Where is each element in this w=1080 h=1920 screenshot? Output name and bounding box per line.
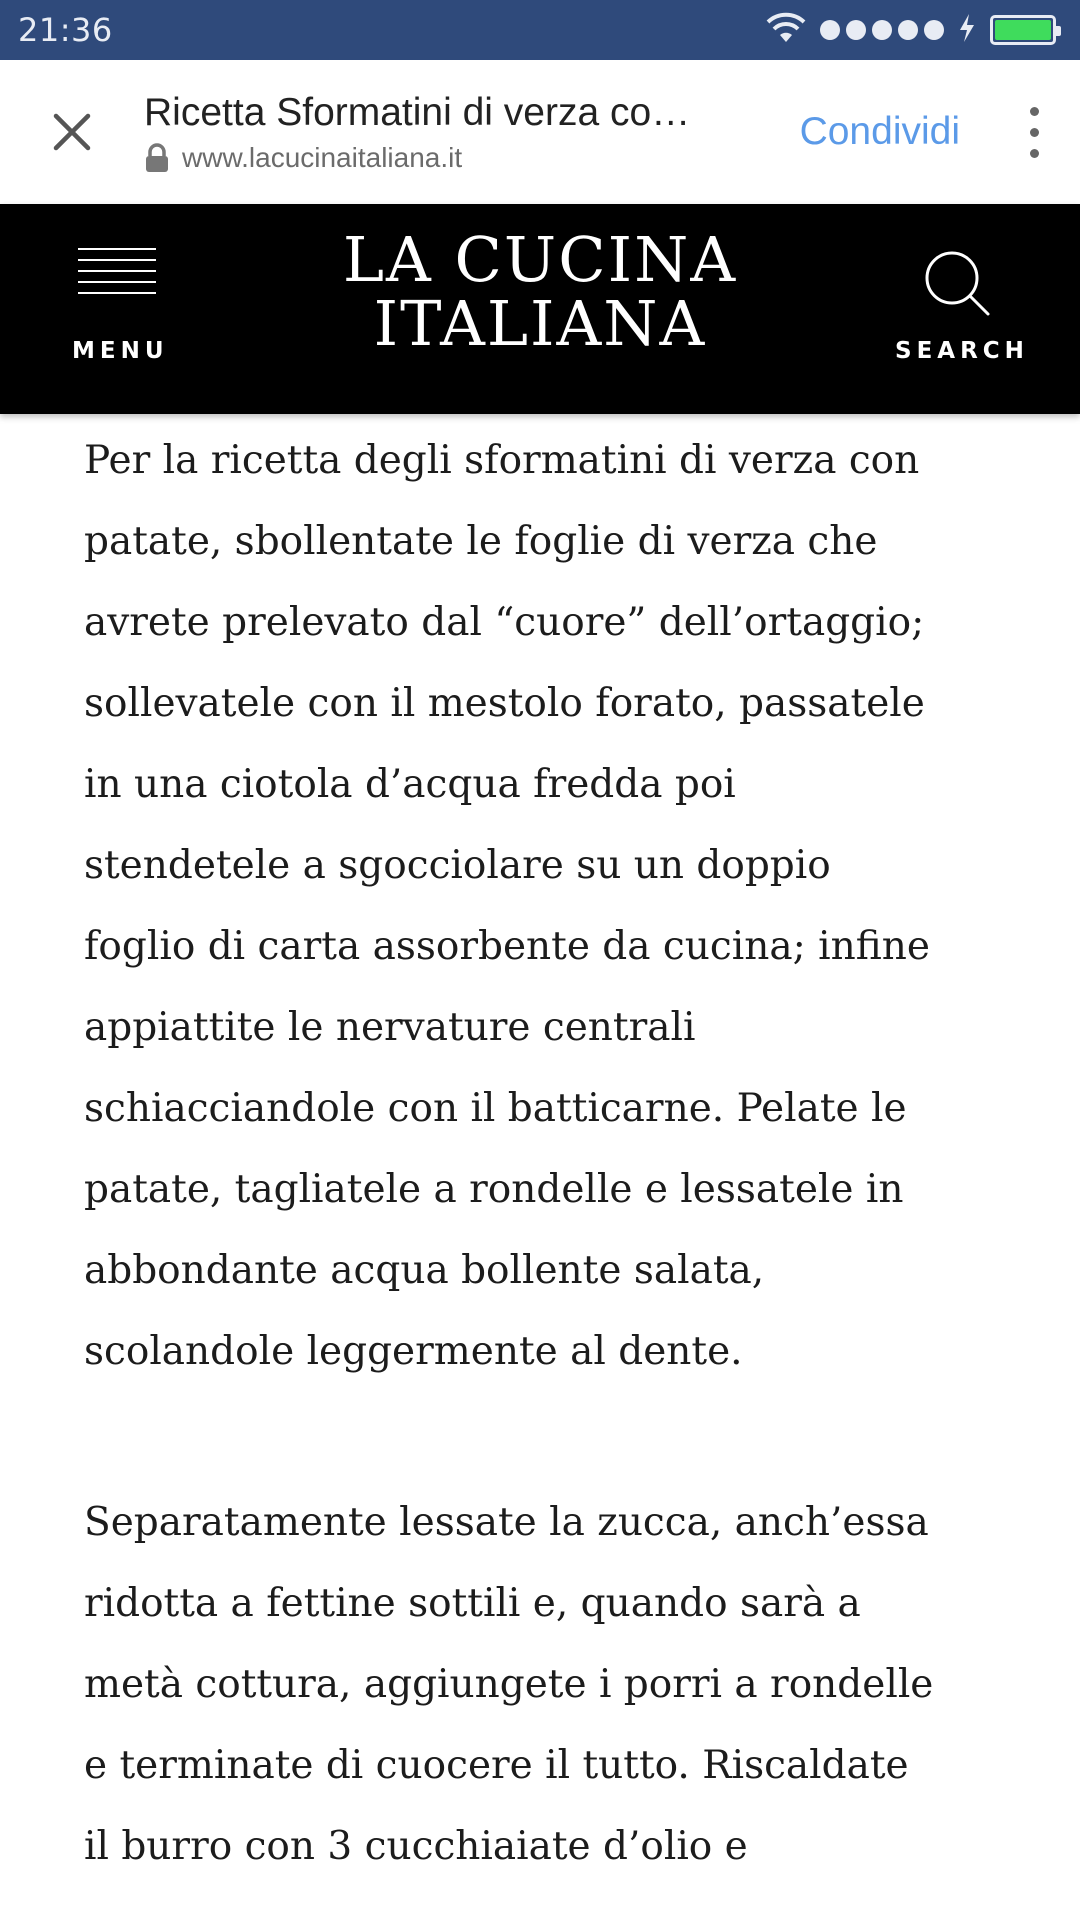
status-bar <box>0 0 1080 60</box>
search-icon <box>922 248 992 318</box>
more-vert-icon <box>1030 107 1039 116</box>
page-title: Ricetta Sformatini di verza co… <box>144 91 691 134</box>
tab-info[interactable] <box>144 90 772 174</box>
menu-button[interactable] <box>62 248 172 378</box>
search-label: SEARCH <box>895 338 1029 364</box>
share-button[interactable]: Condividi <box>799 110 960 153</box>
menu-label: MENU <box>72 338 169 364</box>
status-time: 21:36 <box>18 11 113 49</box>
lock-icon <box>144 143 170 173</box>
battery-level <box>995 20 1051 40</box>
url-row <box>144 142 772 174</box>
status-icons <box>766 12 1056 49</box>
site-logo[interactable] <box>300 223 780 360</box>
search-button[interactable] <box>880 248 1030 378</box>
more-options-button[interactable] <box>988 60 1080 204</box>
hamburger-icon <box>78 248 156 306</box>
article-paragraph: Separatamente lessate la zucca, anch’essa ridotta a fettine sottili e, quando sarà a metà cottura, aggiungete i porri a rondelle e terminate di cuocere il tutto. Riscaldate il burro con 3 cucchiaiate d’olio e <box>84 1500 934 1869</box>
battery-icon <box>990 15 1056 45</box>
signal-strength-icon <box>820 20 944 40</box>
article-paragraph: Per la ricetta degli sformatini di verza con patate, sbollentate le foglie di verza che avrete prelevato dal “cuore” dell’ortaggio; sollevatele con il mestolo forato, passatele in una ciotola d’acqua fredda poi stendetele a sgocciolare su un doppio foglio di carta assorbente da cucina; infine appiattite le nervature centrali schiacciandole con il batticarne. Pelate le patate, tagliatele a rondelle e lessatele in abbondante acqua bollente salata, scolandole leggermente al dente. <box>84 438 930 1374</box>
logo-line-1: LA CUCINA <box>342 223 738 296</box>
custom-tab-toolbar <box>0 60 1080 204</box>
article-body <box>84 420 1004 1920</box>
wifi-icon <box>766 12 806 49</box>
page-url: www.lacucinaitaliana.it <box>182 142 463 173</box>
close-button[interactable] <box>0 60 144 204</box>
logo-line-2: ITALIANA <box>373 287 707 360</box>
close-icon <box>52 112 92 152</box>
charging-icon <box>958 13 976 48</box>
site-header <box>0 204 1080 414</box>
